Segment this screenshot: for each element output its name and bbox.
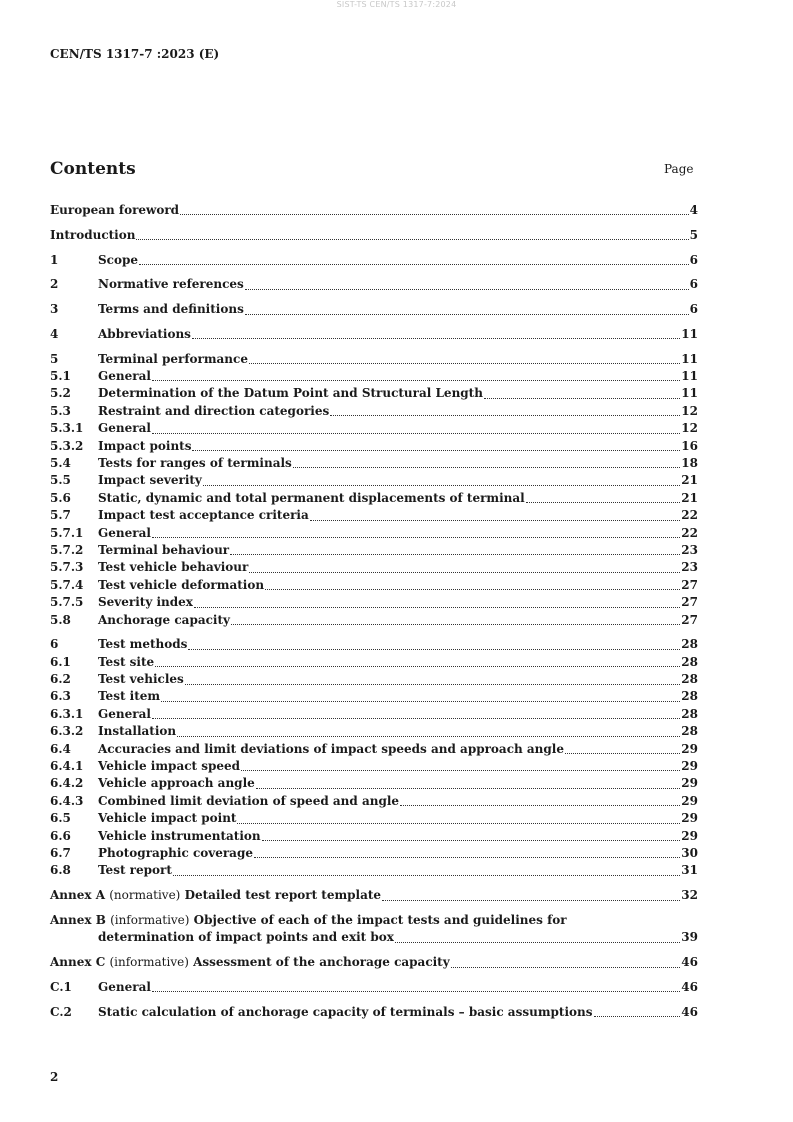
toc-title: Normative references bbox=[98, 277, 244, 292]
toc-title: Severity index bbox=[98, 595, 193, 610]
toc-number: 6.6 bbox=[50, 828, 71, 843]
dot-leader bbox=[180, 214, 689, 215]
toc-page: 21 bbox=[681, 473, 698, 488]
toc-title: Introduction bbox=[50, 227, 136, 242]
toc-number: 2 bbox=[50, 277, 59, 292]
toc-title: Restraint and direction categories bbox=[98, 403, 330, 418]
dot-leader bbox=[194, 607, 680, 608]
toc-entry[interactable] bbox=[50, 202, 698, 219]
toc-title: Terminal performance bbox=[98, 351, 248, 366]
toc-page: 11 bbox=[681, 326, 698, 341]
toc-entry[interactable] bbox=[50, 326, 698, 343]
toc-number: 6.1 bbox=[50, 654, 71, 669]
toc-page: 6 bbox=[689, 252, 698, 267]
toc-number: 5.3 bbox=[50, 403, 71, 418]
toc-title: Tests for ranges of terminals bbox=[98, 456, 292, 471]
dot-leader bbox=[330, 415, 680, 416]
page-column-label: Page bbox=[664, 162, 694, 176]
toc-entry[interactable] bbox=[50, 403, 698, 420]
toc-page: 21 bbox=[681, 490, 698, 505]
annex-c-label: Annex C bbox=[50, 955, 106, 970]
dot-leader bbox=[526, 502, 681, 503]
toc-entry[interactable] bbox=[50, 862, 698, 879]
toc-number: 5.3.2 bbox=[50, 438, 84, 453]
toc-number: 5.2 bbox=[50, 386, 71, 401]
toc-page: 11 bbox=[681, 386, 698, 401]
toc-entry-c2[interactable] bbox=[50, 1004, 698, 1021]
dot-leader bbox=[136, 239, 688, 240]
dot-leader bbox=[382, 900, 680, 901]
toc-page: 5 bbox=[689, 227, 698, 242]
toc-entry-c1[interactable] bbox=[50, 979, 698, 996]
toc-page: 29 bbox=[681, 828, 698, 843]
toc-page: 27 bbox=[681, 577, 698, 592]
toc-number: 6.7 bbox=[50, 846, 71, 860]
toc-title: European foreword bbox=[50, 202, 180, 217]
toc-number: 6.3 bbox=[50, 689, 71, 704]
annex-b-label: Annex B bbox=[50, 912, 106, 927]
toc-entry[interactable] bbox=[50, 810, 698, 827]
dot-leader bbox=[152, 718, 680, 719]
toc-title: Terminal behaviour bbox=[98, 542, 230, 557]
toc-page: 28 bbox=[681, 724, 698, 739]
toc-entry[interactable] bbox=[50, 845, 698, 862]
toc-title: Impact points bbox=[98, 438, 192, 453]
toc-page: 23 bbox=[681, 542, 698, 557]
toc-title: Test item bbox=[98, 689, 161, 704]
toc-title: General bbox=[98, 369, 151, 384]
toc-page: 11 bbox=[681, 351, 698, 366]
dot-leader bbox=[185, 684, 680, 685]
watermark: SIST-TS CEN/TS 1317-7:2024 bbox=[336, 0, 457, 9]
dot-leader bbox=[192, 450, 680, 451]
annex-a-title: Detailed test report template bbox=[184, 888, 382, 903]
toc-number: 5.7.3 bbox=[50, 560, 84, 575]
annex-b-title-line1: Objective of each of the impact tests and guidelines for bbox=[193, 912, 567, 927]
toc-title: Anchorage capacity bbox=[98, 612, 230, 627]
dot-leader bbox=[241, 770, 680, 771]
annex-b-kind: (informative) bbox=[110, 912, 190, 927]
toc-page: 31 bbox=[681, 863, 698, 878]
dot-leader bbox=[565, 753, 680, 754]
toc-page: 28 bbox=[681, 637, 698, 652]
toc-entry[interactable] bbox=[50, 507, 698, 524]
toc-number: 1 bbox=[50, 252, 59, 267]
toc-title: General bbox=[98, 979, 151, 994]
toc-number: 5.6 bbox=[50, 490, 71, 505]
toc-number: 6.4.2 bbox=[50, 776, 84, 791]
toc-entries bbox=[50, 202, 698, 880]
toc-page: 28 bbox=[681, 706, 698, 721]
toc-entry[interactable] bbox=[50, 472, 698, 489]
page-number: 2 bbox=[50, 1070, 59, 1084]
toc-entry[interactable] bbox=[50, 741, 698, 758]
toc-title: Vehicle approach angle bbox=[98, 776, 255, 791]
dot-leader bbox=[188, 649, 680, 650]
toc-entry[interactable] bbox=[50, 420, 698, 437]
toc-entry[interactable] bbox=[50, 252, 698, 269]
toc-number: C.1 bbox=[50, 979, 72, 994]
toc-number: 6.3.2 bbox=[50, 724, 84, 739]
toc-title: Terms and definitions bbox=[98, 302, 244, 317]
toc-entry-annex-a[interactable] bbox=[50, 887, 698, 904]
toc-page: 23 bbox=[681, 560, 698, 575]
toc-page: 22 bbox=[681, 525, 698, 540]
dot-leader bbox=[400, 805, 680, 806]
toc-number: 5.7 bbox=[50, 508, 71, 523]
toc-number: 6.3.1 bbox=[50, 706, 84, 721]
toc-page: 28 bbox=[681, 672, 698, 687]
toc-entry[interactable] bbox=[50, 351, 698, 368]
toc-entry[interactable] bbox=[50, 612, 698, 629]
dot-leader bbox=[230, 554, 680, 555]
toc-number: 6.4.1 bbox=[50, 759, 84, 774]
toc-page: 29 bbox=[681, 793, 698, 808]
document-id: CEN/TS 1317-7 :2023 (E) bbox=[50, 47, 220, 61]
toc-title: Test vehicles bbox=[98, 672, 184, 687]
toc-number: 6.5 bbox=[50, 811, 71, 826]
toc-entry[interactable] bbox=[50, 758, 698, 775]
toc-title: Vehicle impact speed bbox=[98, 759, 241, 774]
annex-c-page: 46 bbox=[681, 955, 698, 970]
dot-leader bbox=[152, 433, 680, 434]
toc-number: 5.7.1 bbox=[50, 525, 84, 540]
dot-leader bbox=[594, 1016, 681, 1017]
toc-title: Vehicle impact point bbox=[98, 811, 237, 826]
dot-leader bbox=[161, 701, 680, 702]
toc-title: General bbox=[98, 525, 151, 540]
toc-title: Test report bbox=[98, 863, 172, 878]
toc-number: 6.2 bbox=[50, 672, 71, 687]
toc-entry-annex-c[interactable] bbox=[50, 954, 698, 971]
toc-entry[interactable] bbox=[50, 525, 698, 542]
toc-entry[interactable] bbox=[50, 559, 698, 576]
toc-title: Accuracies and limit deviations of impact speeds and approach angle bbox=[98, 741, 564, 756]
toc-title: Test methods bbox=[98, 637, 188, 652]
toc-entry[interactable] bbox=[50, 793, 698, 810]
toc-entry[interactable] bbox=[50, 438, 698, 455]
dot-leader bbox=[293, 467, 681, 468]
dot-leader bbox=[237, 823, 680, 824]
toc-entry-annex-b[interactable] bbox=[50, 912, 698, 947]
toc-entry[interactable] bbox=[50, 594, 698, 611]
toc-page: 28 bbox=[681, 689, 698, 704]
dot-leader bbox=[152, 380, 680, 381]
toc-entry[interactable] bbox=[50, 227, 698, 244]
dot-leader bbox=[177, 736, 680, 737]
toc-title: Test vehicle deformation bbox=[98, 577, 265, 592]
toc-entry[interactable] bbox=[50, 654, 698, 671]
dot-leader bbox=[249, 572, 680, 573]
toc-page: 29 bbox=[681, 811, 698, 826]
dot-leader bbox=[484, 398, 680, 399]
toc-title: Abbreviations bbox=[98, 326, 191, 341]
toc-page: 29 bbox=[681, 741, 698, 756]
toc-number: 6.4.3 bbox=[50, 793, 84, 808]
toc-number: 5.4 bbox=[50, 456, 71, 471]
toc-entry[interactable] bbox=[50, 542, 698, 559]
toc-entry[interactable] bbox=[50, 775, 698, 792]
dot-leader bbox=[152, 991, 680, 992]
toc-entry[interactable] bbox=[50, 301, 698, 318]
toc-page: 46 bbox=[681, 1004, 698, 1019]
toc-number: 3 bbox=[50, 302, 59, 317]
toc-page: 22 bbox=[681, 508, 698, 523]
dot-leader bbox=[265, 589, 680, 590]
toc-page: 12 bbox=[681, 421, 698, 436]
annex-b-page: 39 bbox=[681, 930, 698, 945]
toc-number: 4 bbox=[50, 326, 59, 341]
toc-entry[interactable] bbox=[50, 368, 698, 385]
toc-title: Determination of the Datum Point and Structural Length bbox=[98, 386, 483, 401]
toc-page: 27 bbox=[681, 595, 698, 610]
toc-number: 5.5 bbox=[50, 473, 71, 488]
toc-number: 5.8 bbox=[50, 612, 71, 627]
toc-title: Combined limit deviation of speed and angle bbox=[98, 793, 400, 808]
dot-leader bbox=[249, 363, 680, 364]
toc-page: 29 bbox=[681, 759, 698, 774]
toc-page: 28 bbox=[681, 654, 698, 669]
dot-leader bbox=[395, 942, 680, 943]
toc-entry[interactable] bbox=[50, 723, 698, 740]
toc-title: Test site bbox=[98, 654, 155, 669]
toc-title: Test vehicle behaviour bbox=[98, 560, 249, 575]
toc-number: 6.4 bbox=[50, 741, 71, 756]
toc-title: Vehicle instrumentation bbox=[98, 828, 261, 843]
toc-entry[interactable] bbox=[50, 385, 698, 402]
toc-page: 16 bbox=[681, 438, 698, 453]
annex-c-kind: (informative) bbox=[109, 955, 189, 970]
toc-number: 6 bbox=[50, 637, 59, 652]
toc-entry[interactable] bbox=[50, 577, 698, 594]
toc-entry[interactable] bbox=[50, 671, 698, 688]
toc-number: 5 bbox=[50, 351, 59, 366]
toc-number: C.2 bbox=[50, 1004, 72, 1019]
toc-number: 6.8 bbox=[50, 863, 71, 878]
annex-a-label: Annex A bbox=[50, 888, 106, 903]
toc-title: Scope bbox=[98, 252, 139, 267]
dot-leader bbox=[451, 967, 681, 968]
annex-c-title: Assessment of the anchorage capacity bbox=[193, 955, 450, 970]
toc-number: 5.1 bbox=[50, 369, 71, 384]
toc-page: 18 bbox=[681, 456, 698, 471]
dot-leader bbox=[310, 520, 681, 521]
toc-page: 46 bbox=[681, 979, 698, 994]
toc-entry[interactable] bbox=[50, 636, 698, 653]
dot-leader bbox=[245, 314, 689, 315]
toc-page: 27 bbox=[681, 612, 698, 627]
annex-b-title-line2: determination of impact points and exit box bbox=[98, 930, 394, 945]
dot-leader bbox=[254, 857, 680, 858]
dot-leader bbox=[192, 338, 680, 339]
toc-title: Static, dynamic and total permanent displacements of terminal bbox=[98, 490, 525, 505]
toc-page: 11 bbox=[681, 369, 698, 384]
toc-page: 12 bbox=[681, 403, 698, 418]
toc-entry[interactable] bbox=[50, 828, 698, 845]
toc-title: Photographic coverage bbox=[98, 846, 253, 860]
toc-entry[interactable] bbox=[50, 276, 698, 293]
toc-number: 5.7.5 bbox=[50, 595, 84, 610]
contents-heading: Contents bbox=[50, 159, 136, 179]
table-of-contents bbox=[50, 202, 698, 1021]
dot-leader bbox=[152, 537, 680, 538]
toc-page: 6 bbox=[689, 277, 698, 292]
dot-leader bbox=[139, 264, 689, 265]
toc-title: Impact severity bbox=[98, 473, 202, 488]
dot-leader bbox=[203, 485, 680, 486]
dot-leader bbox=[231, 624, 680, 625]
dot-leader bbox=[173, 875, 680, 876]
annex-a-kind: (normative) bbox=[109, 888, 181, 903]
dot-leader bbox=[155, 666, 680, 667]
annex-a-page: 32 bbox=[681, 888, 698, 903]
toc-page: 4 bbox=[689, 202, 698, 217]
toc-page: 30 bbox=[681, 846, 698, 860]
toc-entry[interactable] bbox=[50, 490, 698, 507]
toc-entry[interactable] bbox=[50, 689, 698, 706]
toc-title: Static calculation of anchorage capacity of terminals – basic assumptions bbox=[98, 1004, 593, 1019]
toc-page: 6 bbox=[689, 302, 698, 317]
dot-leader bbox=[262, 840, 681, 841]
toc-entry[interactable] bbox=[50, 455, 698, 472]
toc-title: Installation bbox=[98, 724, 177, 739]
dot-leader bbox=[256, 788, 681, 789]
toc-number: 5.7.2 bbox=[50, 542, 84, 557]
toc-title: General bbox=[98, 706, 151, 721]
toc-number: 5.3.1 bbox=[50, 421, 84, 436]
toc-entry[interactable] bbox=[50, 706, 698, 723]
toc-page: 29 bbox=[681, 776, 698, 791]
toc-number: 5.7.4 bbox=[50, 577, 84, 592]
toc-title: Impact test acceptance criteria bbox=[98, 508, 309, 523]
toc-title: General bbox=[98, 421, 151, 436]
dot-leader bbox=[245, 289, 689, 290]
